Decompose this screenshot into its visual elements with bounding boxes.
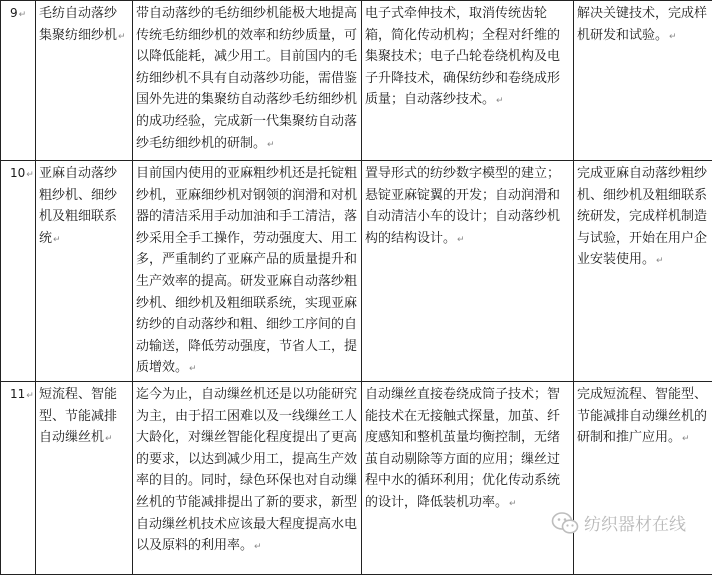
paragraph-mark-icon: ↵ <box>669 32 677 42</box>
project-name-cell <box>36 1 133 161</box>
paragraph-mark-icon: ↵ <box>19 10 27 20</box>
row-number-cell <box>1 161 36 382</box>
project-name: 亚麻自动落纱粗纱机、细纱机及粗细联系统 <box>39 166 117 246</box>
paragraph-mark-icon: ↵ <box>267 140 275 150</box>
project-goal: 完成亚麻自动落纱粗纱机、细纱机及粗细联系统研发，完成样机制造与试验，开始在用户企业安装使用。 <box>577 166 707 267</box>
watermark <box>551 510 686 535</box>
tech-cell <box>362 1 574 161</box>
table-row <box>1 161 712 382</box>
paragraph-mark-icon: ↵ <box>53 235 61 245</box>
project-background: 带自动落纱的毛纺细纱机能极大地提高传统毛纺细纱机的效率和纺纱质量，可以降低能耗，减少用工。目前国内的毛纺细纱机不具有自动落纱功能，需借鉴国外先进的集聚纺自动落纱毛纺细纱机的成功经验，完成新一代集聚纺自动落纱毛纺细纱机的研制。 <box>136 6 357 151</box>
paragraph-mark-icon: ↵ <box>254 542 262 552</box>
background-cell <box>133 161 362 382</box>
paragraph-mark-icon: ↵ <box>457 235 465 245</box>
goal-cell <box>574 1 712 161</box>
project-name-cell <box>36 161 133 382</box>
background-cell <box>133 1 362 161</box>
project-goal: 解决关键技术，完成样机研发和试验。 <box>577 6 707 43</box>
row-number-cell <box>1 381 36 574</box>
row-number: 10 <box>10 166 25 180</box>
project-name: 短流程、智能型、节能减排自动缫丝机 <box>39 387 117 445</box>
row-number: 11 <box>10 387 25 401</box>
paragraph-mark-icon: ↵ <box>118 32 126 42</box>
goal-cell <box>574 161 712 382</box>
project-background: 目前国内使用的亚麻粗纱机还是托锭粗纱机，亚麻细纱机对钢领的润滑和对机器的清洁采用手动加油和手工清洁，落纱采用全手工操作，劳动强度大、用工多，严重制约了亚麻产品的质量提升和生产效率的提高。研发亚麻自动落纱粗纱机、细纱机及粗细联系统，实现亚麻纺纱的自动落纱和粗、细纱工序间的自动输送，降低劳动强度，节省人工，提质增效。 <box>136 166 357 375</box>
paragraph-mark-icon: ↵ <box>682 434 690 444</box>
paragraph-mark-icon: ↵ <box>26 170 34 180</box>
paragraph-mark-icon: ↵ <box>509 499 517 509</box>
wechat-icon <box>551 511 579 535</box>
key-technology: 置导形式的纺纱数字模型的建立；悬锭亚麻锭翼的开发；自动润滑和自动清洁小车的设计；自动落纱机构的结构设计。 <box>365 166 560 246</box>
project-background: 迄今为止，自动缫丝机还是以功能研究为主，由于招工困难以及一线缫丝工人大龄化，对缫丝智能化程度提出了更高的要求，以达到减少用工，提高生产效率的目的。同时，绿色环保也对自动缫丝机的节能减排提出了新的要求，新型自动缫丝机技术应该最大程度提高水电以及原料的利用率。 <box>136 387 357 553</box>
project-goal: 完成短流程、智能型、节能减排自动缫丝机的研制和推广应用。 <box>577 387 707 445</box>
tech-cell <box>362 161 574 382</box>
paragraph-mark-icon: ↵ <box>105 434 113 444</box>
key-technology: 电子式牵伸技术，取消传统齿轮箱，简化传动机构；全程对纤维的集聚技术；电子凸轮卷绕机构及电子升降技术，确保纺纱和卷绕成形质量；自动落纱技术。 <box>365 6 560 107</box>
paragraph-mark-icon: ↵ <box>26 391 34 401</box>
paragraph-mark-icon: ↵ <box>189 364 197 374</box>
table-row <box>1 1 712 161</box>
key-technology: 自动缫丝直接卷绕成筒子技术；智能技术在无接触式探量，加茧、纤度感知和整机茧量均衡控制，无绪茧自动剔除等方面的应用；缫丝过程中水的循环利用；优化传动系统的设计，降低装机功率。 <box>365 387 560 510</box>
project-name-cell <box>36 381 133 574</box>
watermark-text: 纺织器材在线 <box>584 510 686 535</box>
row-number-cell <box>1 1 36 161</box>
goal-cell <box>574 381 712 574</box>
paragraph-mark-icon: ↵ <box>656 256 664 266</box>
paragraph-mark-icon: ↵ <box>496 96 504 106</box>
background-cell <box>133 381 362 574</box>
row-number: 9 <box>10 6 18 20</box>
table-row <box>1 381 712 574</box>
tech-cell <box>362 381 574 574</box>
project-name: 毛纺自动落纱集聚纺细纱机 <box>39 6 117 43</box>
